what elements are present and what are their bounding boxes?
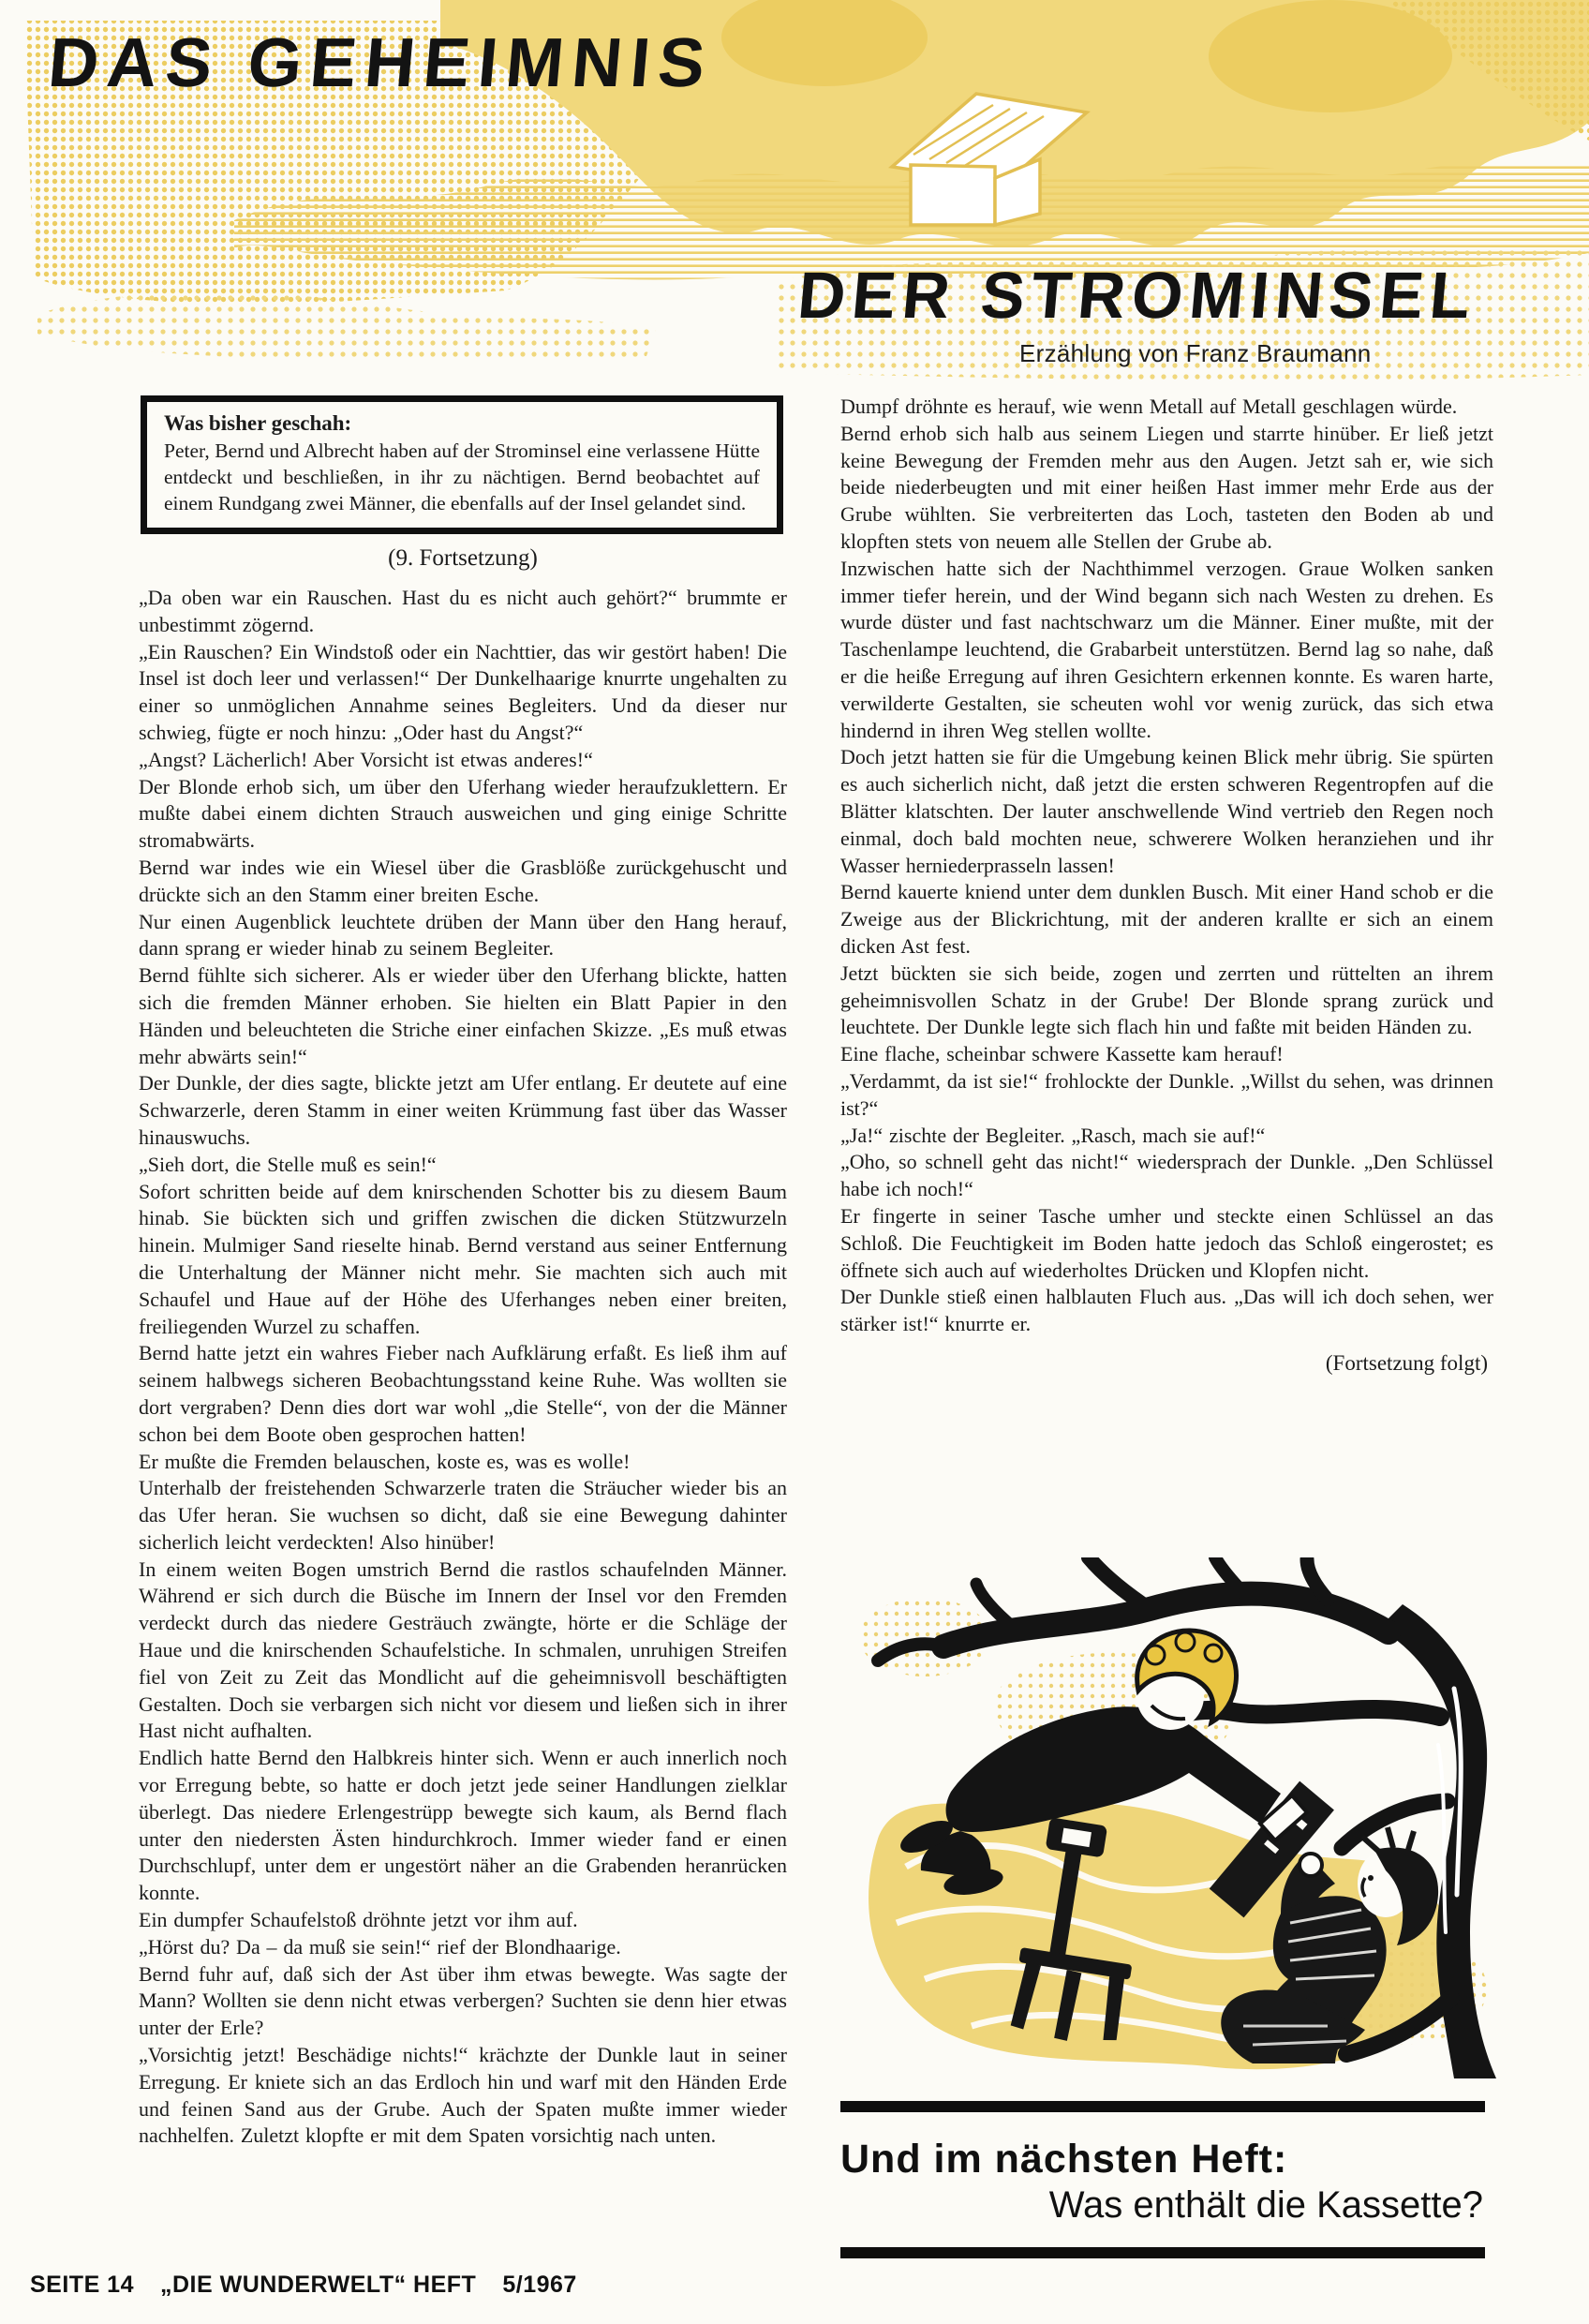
page-title-line2: DER STROMINSEL [794, 259, 1480, 332]
story-paragraph: Der Dunkle, der dies sagte, blickte jetzt am Ufer entlang. Er deutete auf eine Schwarzerle, deren Stamm in einer weiten Krümmung fast über das Wasser hinauswuchs. [139, 1071, 787, 1149]
story-column-right [840, 394, 1493, 1376]
story-paragraph: Doch jetzt hatten sie für die Umgebung keinen Blick mehr übrig. Sie spürten es auch sicherlich nicht, daß jetzt die ersten schweren Regentropfen auf die Blätter klatschten. Der lauter anschwellende Wind vertrieb den Regen noch einmal, doch bald mochten neue, schwerere Wolken heranziehen und ihr Wasser herniederprasseln lassen! [840, 745, 1493, 877]
footer-issue: 5/1967 [502, 2272, 577, 2298]
story-paragraph: Unterhalb der freistehenden Schwarzerle traten die Sträucher wieder bis an das Ufer heran. Sie wuchsen so dicht, daß sie eine Bewegung dahinter sicherlich leicht verdeckten! Also hinüber! [139, 1476, 787, 1554]
story-paragraph: Sofort schritten beide auf dem knirschenden Schotter bis zu diesem Baum hinab. Sie bückten sich und griffen zwischen die dicken Stützwurzeln hinein. Mulmiger Sand rieselte hinab. Bernd verstand aus seiner Entfernung die Unterhaltung der Männer nicht mehr. Sie machten sich auch mit Schaufel und Haue auf der Höhe des Uferhanges neben einer breiten, freiliegenden Wurzel zu schaffen. [139, 1179, 787, 1338]
byline: Erzählung von Franz Braumann [1019, 339, 1372, 367]
story-column-right-text [840, 394, 1493, 1338]
story-paragraph: In einem weiten Bogen umstrich Bernd die rastlos schaufelnden Männer. Während er sich durch die Büsche im Innern der Insel vor den Fremden verdeckt durch das niedere Gesträuch zwängte, hörte er die Schläge der Haue und die knirschenden Schaufelstiche. In schmalen, unruhigen Streifen fiel von Zeit zu Zeit das Mondlicht auf die geheimnisvoll beschäftigten Gestalten. Doch sie verbargen sich nicht vor diesem und ließen sich in ihrer Hast nicht aufhalten. [139, 1557, 787, 1743]
recap-heading: Was bisher geschah: [164, 411, 352, 435]
story-paragraph: Bernd hatte jetzt ein wahres Fieber nach Aufklärung erfaßt. Es ließ ihm auf seinem halbwegs sicheren Beobachtungsstand keine Ruhe. Was wollten sie dort vergraben? Denn dies dort war wohl „die Stelle“, von der die Männer schon bei dem Boote oben gesprochen hatten! [139, 1341, 787, 1446]
part-heading: (9. Fortsetzung) [388, 545, 538, 571]
story-paragraph: Inzwischen hatte sich der Nachthimmel verzogen. Graue Wolken sanken immer tiefer herein, und der Wind begann sich nach Westen zu drehen. Es wurde düster und fast nachtschwarz um die Männer. Einer mußte, mit der Taschenlampe leuchtend, die Grabarbeit unterstützen. Bernd lag so nahe, daß er die heiße Erregung auf ihren Gesichtern erkennen konnte. Es waren harte, verwilderte Gestalten, sie scheuten wohl vor wenig zurück, das sich etwa hindernd in ihren Weg stellen wollte. [840, 556, 1493, 742]
banner-rule-bottom [840, 2247, 1485, 2258]
story-paragraph: Bernd war indes wie ein Wiesel über die Grasblöße zurückgehuscht und drückte sich an den Stamm einer breiten Esche. [139, 855, 787, 906]
story-paragraph: Der Blonde erhob sich, um über den Uferhang wieder heraufzuklettern. Er mußte dabei einem dichten Strauch ausweichen und ging einige Schritte stromabwärts. [139, 774, 787, 853]
next-issue-banner [840, 2101, 1485, 2258]
story-paragraph: Bernd fuhr auf, daß sich der Ast über ihm etwas bewegte. Was sagte der Mann? Wollten sie denn nicht etwas verbergen? Suchten sie denn hier etwas unter der Erle? [139, 1961, 787, 2040]
story-paragraph: „Da oben war ein Rauschen. Hast du es nicht auch gehört?“ brummte er unbestimmt zögernd. [139, 586, 787, 636]
story-paragraph: Ein dumpfer Schaufelstoß dröhnte jetzt vor ihm auf. [139, 1908, 578, 1932]
story-paragraph: „Oho, so schnell geht das nicht!“ wiedersprach der Dunkle. „Den Schlüssel habe ich noch!“ [840, 1150, 1493, 1201]
story-paragraph: Bernd fühlte sich sicherer. Als er wieder über den Uferhang blickte, hatten sich die fremden Männer erhoben. Sie hielten ein Blatt Papier in den Händen und beleuchteten die Striche einer einfachen Skizze. „Es muß etwas mehr abwärts sein!“ [139, 963, 787, 1068]
story-paragraph: Er mußte die Fremden belauschen, koste es, was es wolle! [139, 1449, 631, 1473]
story-paragraph: „Hörst du? Da – da muß sie sein!“ rief der Blondhaarige. [139, 1934, 621, 1959]
story-paragraph: Er fingerte in seiner Tasche umher und steckte einen Schlüssel an das Schloß. Die Feuchtigkeit im Boden hatte jedoch das Schloß eingerostet; es öffnete sich auch auf wiederholtes Drücken und Klopfen nicht. [840, 1203, 1493, 1282]
next-issue-teaser: Was enthält die Kassette? [1048, 2184, 1483, 2226]
footer-magazine: „DIE WUNDERWELT“ HEFT [160, 2272, 477, 2298]
recap-box [141, 395, 783, 534]
story-paragraph: „Sieh dort, die Stelle muß es sein!“ [139, 1152, 437, 1176]
recap-body: Peter, Bernd und Albrecht haben auf der Strominsel eine verlassene Hütte entdeckt und beschließen, in ihr zu nächtigen. Bernd beobachtet auf einem Rundgang zwei Männer, die ebenfalls auf der Insel gelandet sind. [164, 439, 760, 514]
page-footer [30, 2272, 577, 2299]
story-paragraph: „Ein Rauschen? Ein Windstoß oder ein Nachttier, das wir gestört haben! Die Insel ist doch leer und verlassen!“ Der Dunkelhaarige knurrte ungehalten zu einer so unmöglichen Annahme seines Begleiters. Und da dieser nur schwieg, fügte er noch hinzu: „Oder hast du Angst?“ [139, 639, 787, 744]
story-paragraph: Bernd erhob sich halb aus seinem Liegen und starrte hinüber. Er ließ jetzt keine Bewegung der Fremden mehr aus den Augen. Jetzt sah er, wie sich beide niederbeugten und mit einer heißen Hast immer mehr Erde aus der Grube wühlten. Sie verbreiterten das Loch, tasteten den Boden ab und klopften stets von neuem alle Stellen der Grube ab. [840, 421, 1493, 553]
next-issue-heading: Und im nächsten Heft: [840, 2137, 1288, 2182]
story-illustration [840, 1557, 1496, 2078]
story-paragraph: Eine flache, scheinbar schwere Kassette kam herauf! [840, 1042, 1284, 1066]
story-paragraph: Jetzt bückten sie sich beide, zogen und zerrten und rüttelten an ihrem geheimnisvollen Schatz in der Grube! Der Blonde sprang zurück und leuchtete. Der Dunkle legte sich flach hin und faßte mit beiden Händen zu. [840, 961, 1493, 1039]
page-title-line1: DAS GEHEIMNIS [45, 23, 717, 101]
story-paragraph: Dumpf dröhnte es herauf, wie wenn Metall auf Metall geschlagen würde. [840, 395, 1458, 418]
story-paragraph: „Verdammt, da ist sie!“ frohlockte der Dunkle. „Willst du sehen, was drinnen ist?“ [840, 1068, 1493, 1120]
footer-page-label: SEITE 14 [30, 2272, 134, 2298]
dotted-hill-left [37, 291, 656, 363]
story-paragraph: Endlich hatte Bernd den Halbkreis hinter sich. Wenn er auch innerlich noch vor Erregung bebte, so hatte er doch jetzt jede seiner Handlungen zielklar überlegt. Das niedere Erlengestrüpp bewegte sich kaum, als Bernd flach unter den niedersten Ästen hindurchkroch. Immer wieder fand er einen Durchschlupf, unter dem er ungestört näher an die Grabenden heranrücken konnte. [139, 1746, 787, 1905]
story-paragraph: Bernd kauerte kniend unter dem dunklen Busch. Mit einer Hand schob er die Zweige aus der Blickrichtung, mit der anderen krallte er sich an einem dicken Ast fest. [840, 880, 1493, 958]
continuation-note: (Fortsetzung folgt) [1325, 1350, 1488, 1375]
story-column-left [139, 585, 787, 2150]
story-paragraph: Nur einen Augenblick leuchtete drüben der Mann über den Hang herauf, dann sprang er wieder hinab zu seinem Begleiter. [139, 909, 787, 961]
story-paragraph: „Vorsichtig jetzt! Beschädige nichts!“ krächzte der Dunkle laut in seiner Erregung. Er kniete sich an das Erdloch hin und warf mit den Händen Erde und feinen Sand aus der Grube. Auch der Spaten mußte immer wieder nachhelfen. Zuletzt klopfte er mit dem Spaten vorsichtig nach unten. [139, 2043, 787, 2148]
story-paragraph: Der Dunkle stieß einen halblauten Fluch aus. „Das will ich doch sehen, wer stärker ist!“ knurrte er. [840, 1285, 1493, 1336]
story-paragraph: „Angst? Lächerlich! Aber Vorsicht ist etwas anderes!“ [139, 747, 593, 771]
story-paragraph: „Ja!“ zischte der Begleiter. „Rasch, mach sie auf!“ [840, 1123, 1266, 1147]
banner-rule-top [840, 2101, 1485, 2112]
